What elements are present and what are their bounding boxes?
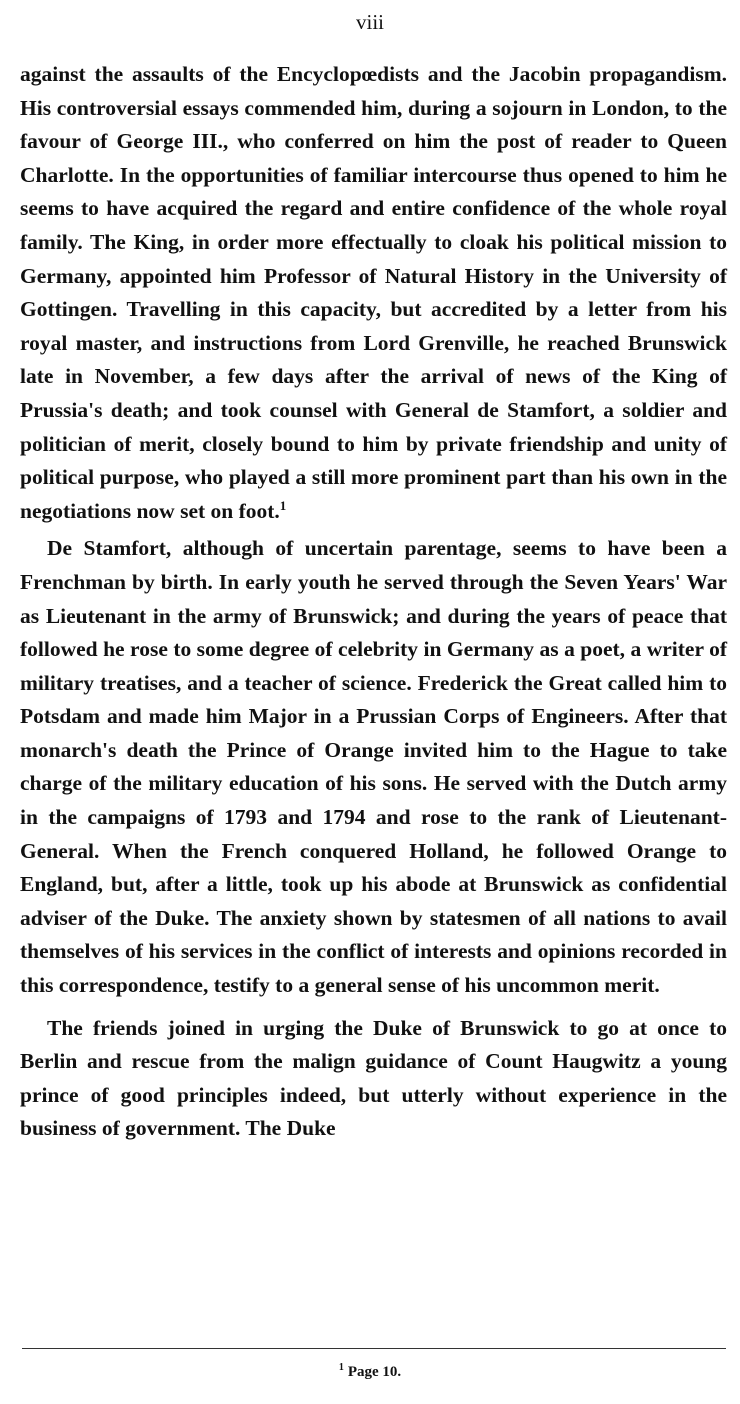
paragraph-de-stamfort: De Stamfort, although of uncertain parentage, seems to have been a Frenchman by birth. In early youth he served through the Seven Years' War as Lieutenant in the army of Brunswick; and during the years of peace that followed he rose to some degree of celebrity in Germany as a poet, a writer of military treatises, and a teacher of science. Frederick the Great called him to Potsdam and made him Major in a Prussian Corps of Engineers. After that monarch's death the Prince of Orange invited him to the Hague to take charge of the military education of his sons. He served with the Dutch army in the campaigns of 1793 and 1794 and rose to the rank of Lieutenant-General. When the French conquered Holland, he followed Orange to England, but, after a little, took up his abode at Brunswick as confidential adviser of the Duke. The anxiety shown by statesmen of all nations to avail themselves of his services in the conflict of interests and opinions recorded in this correspondence, testify to a general sense of his uncommon merit. [20, 536, 727, 998]
paragraph-1-text: against the assaults of the Encyclopœdists and the Jacobin propagandism. His controversial essays commended him, during a sojourn in London, to the favour of George III., who conferred on him the post of reader to Queen Charlotte. In the opportunities of familiar intercourse thus opened to him he seems to have acquired the regard and entire confidence of the whole royal family. The King, in order more effectually to cloak his political mission to Germany, appointed him Professor of Natural History in the University of Gottingen. Travelling in this capacity, but accredited by a letter from his royal master, and instructions from Lord Grenville, he reached Brunswick late in November, a few days after the arrival of news of the King of Prussia's death; and took counsel with General de Stamfort, a soldier and politician of merit, closely bound to him by private friendship and unity of political purpose, who played a still more prominent part than his own in the negotiations now set on foot. [20, 62, 727, 523]
footnote-rule [22, 1348, 726, 1349]
footnote-mark: 1 [338, 1362, 344, 1373]
body-text [20, 58, 727, 1146]
footnote-text: Page 10. [347, 1364, 402, 1380]
page-number: viii [355, 10, 384, 34]
paragraph-continued [20, 58, 727, 528]
footnote-reference[interactable]: 1 [279, 497, 287, 513]
footnote [0, 1362, 740, 1382]
paragraph-friends-joined: The friends joined in urging the Duke of Brunswick to go at once to Berlin and rescue from the malign guidance of Count Haugwitz a young prince of good principles indeed, but utterly without experience in the business of government. The Duke [20, 1015, 727, 1141]
